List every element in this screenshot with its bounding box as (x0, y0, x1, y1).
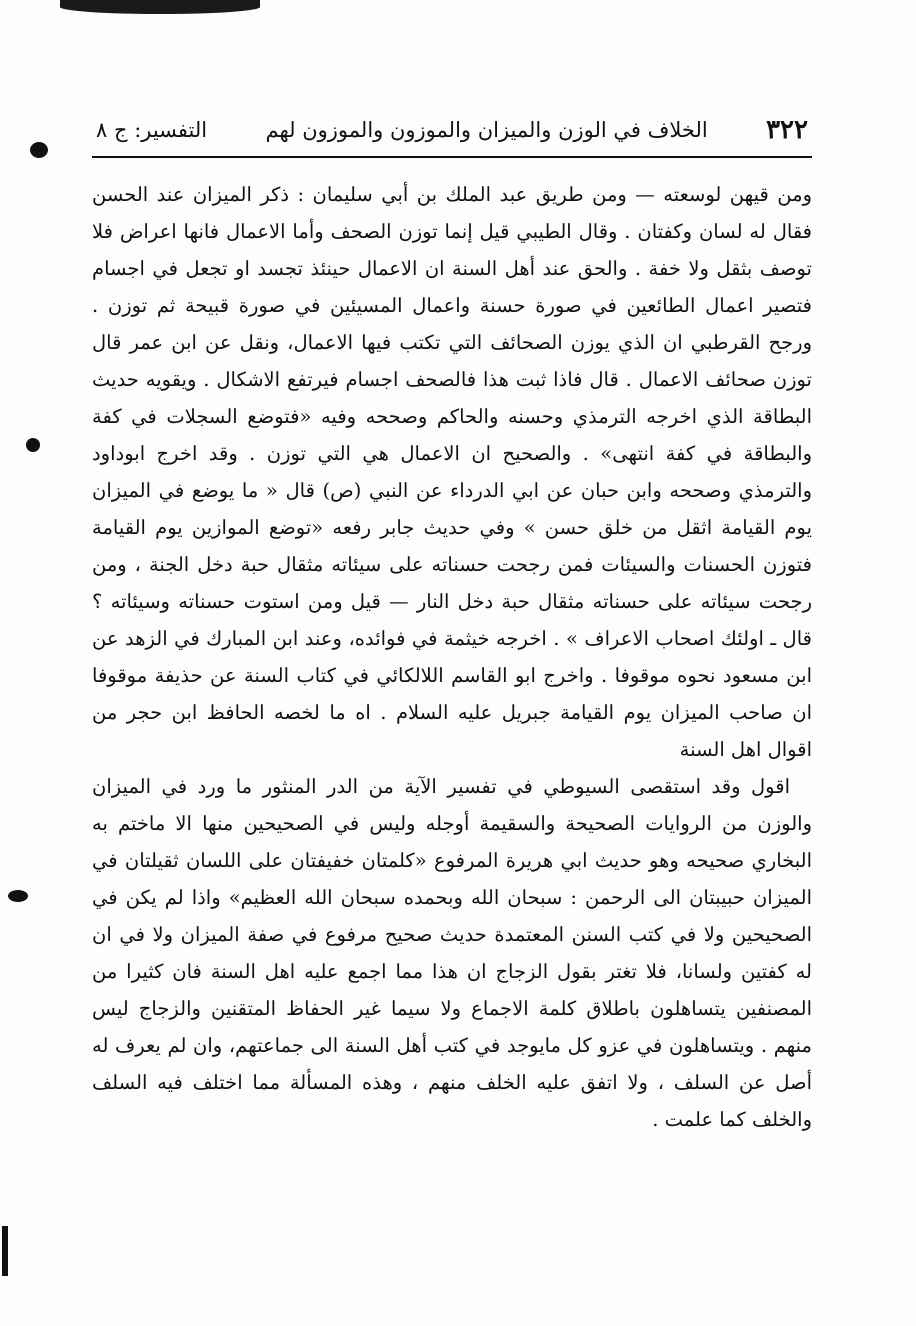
body-paragraph: اقول وقد استقصى السيوطي في تفسير الآية من الدر المنثور ما ورد في الميزان والوزن من الروايات الصحيحة والسقيمة أوجله وليس في الصحيحين منها الا ماختم به البخاري صحيحه وهو حديث ابي هريرة المرفوع «كلمتان خفيفتان على اللسان ثقيلتان في الميزان حبيبتان الى الرحمن : سبحان الله وبحمده سبحان الله العظيم» واذا لم يكن في الصحيحين ولا في كتب السنن المعتمدة حديث صحيح مرفوع في صفة الميزان ولا في ان له كفتين ولسانا، فلا تغتر بقول الزجاج ان هذا مما اجمع عليه اهل السنة فان كثيرا من المصنفين يتساهلون باطلاق كلمة الاجماع ولا سيما غير الحفاظ المتقنين والزجاج ليس منهم . ويتساهلون في عزو كل مايوجد في كتب أهل السنة الى جماعتهم، وان لم يعرف له أصل عن السلف ، ولا اتفق عليه الخلف منهم ، وهذه المسألة مما اختلف فيه السلف والخلف كما علمت . (92, 775, 812, 1131)
margin-ink-spot (30, 142, 48, 158)
page-header (92, 104, 812, 158)
margin-ink-spot (8, 890, 28, 902)
margin-ink-spot (26, 438, 40, 452)
volume-info: التفسير: ج ٨ (96, 118, 208, 142)
document-page (92, 104, 812, 1304)
page-body (92, 176, 812, 1138)
running-title: الخلاف في الوزن والميزان والموزون والموزون لهم (265, 118, 708, 142)
margin-ink-stroke (2, 1226, 8, 1276)
body-paragraph: ومن قيهن لوسعته — ومن طريق عبد الملك بن أبي سليمان : ذكر الميزان عند الحسن فقال له لسان وكفتان . وقال الطيبي قيل إنما توزن الصحف وأما الاعمال فانها اعراض فلا توصف بثقل ولا خفة . والحق عند أهل السنة ان الاعمال حينئذ تجسد او تجعل في اجسام فتصير اعمال الطائعين في صورة حسنة واعمال المسيئين في صورة قبيحة ثم توزن . ورجح القرطبي ان الذي يوزن الصحائف التي تكتب فيها الاعمال، ونقل عن ابن عمر قال توزن صحائف الاعمال . قال فاذا ثبت هذا فالصحف اجسام فيرتفع الاشكال . ويقويه حديث البطاقة الذي اخرجه الترمذي وحسنه والحاكم وصححه وفيه «فتوضع السجلات في كفة والبطاقة في كفة انتهى» . والصحيح ان الاعمال هي التي توزن . وقد اخرج ابوداود والترمذي وصححه وابن حبان عن ابي الدرداء عن النبي (ص) قال « ما يوضع في الميزان يوم القيامة اثقل من خلق حسن » وفي حديث جابر رفعه «توضع الموازين يوم القيامة فتوزن الحسنات والسيئات فمن رجحت حسناته على سيئاته مثقال حبة دخل الجنة ، ومن رجحت سيئاته على حسناته مثقال حبة دخل النار — قيل ومن استوت حسناته وسيئاته ؟ قال ـ اولئك اصحاب الاعراف » . اخرجه خيثمة في فوائده، وعند ابن المبارك في الزهد عن ابن مسعود نحوه موقوفا . واخرج ابو القاسم اللالكائي في كتاب السنة عن حذيفة موقوفا ان صاحب الميزان يوم القيامة جبريل عليه السلام . اه ما لخصه الحافظ ابن حجر من اقوال اهل السنة (92, 183, 812, 761)
page-number: ٣٢٢ (766, 115, 808, 145)
scan-ink-blot (60, 0, 260, 14)
